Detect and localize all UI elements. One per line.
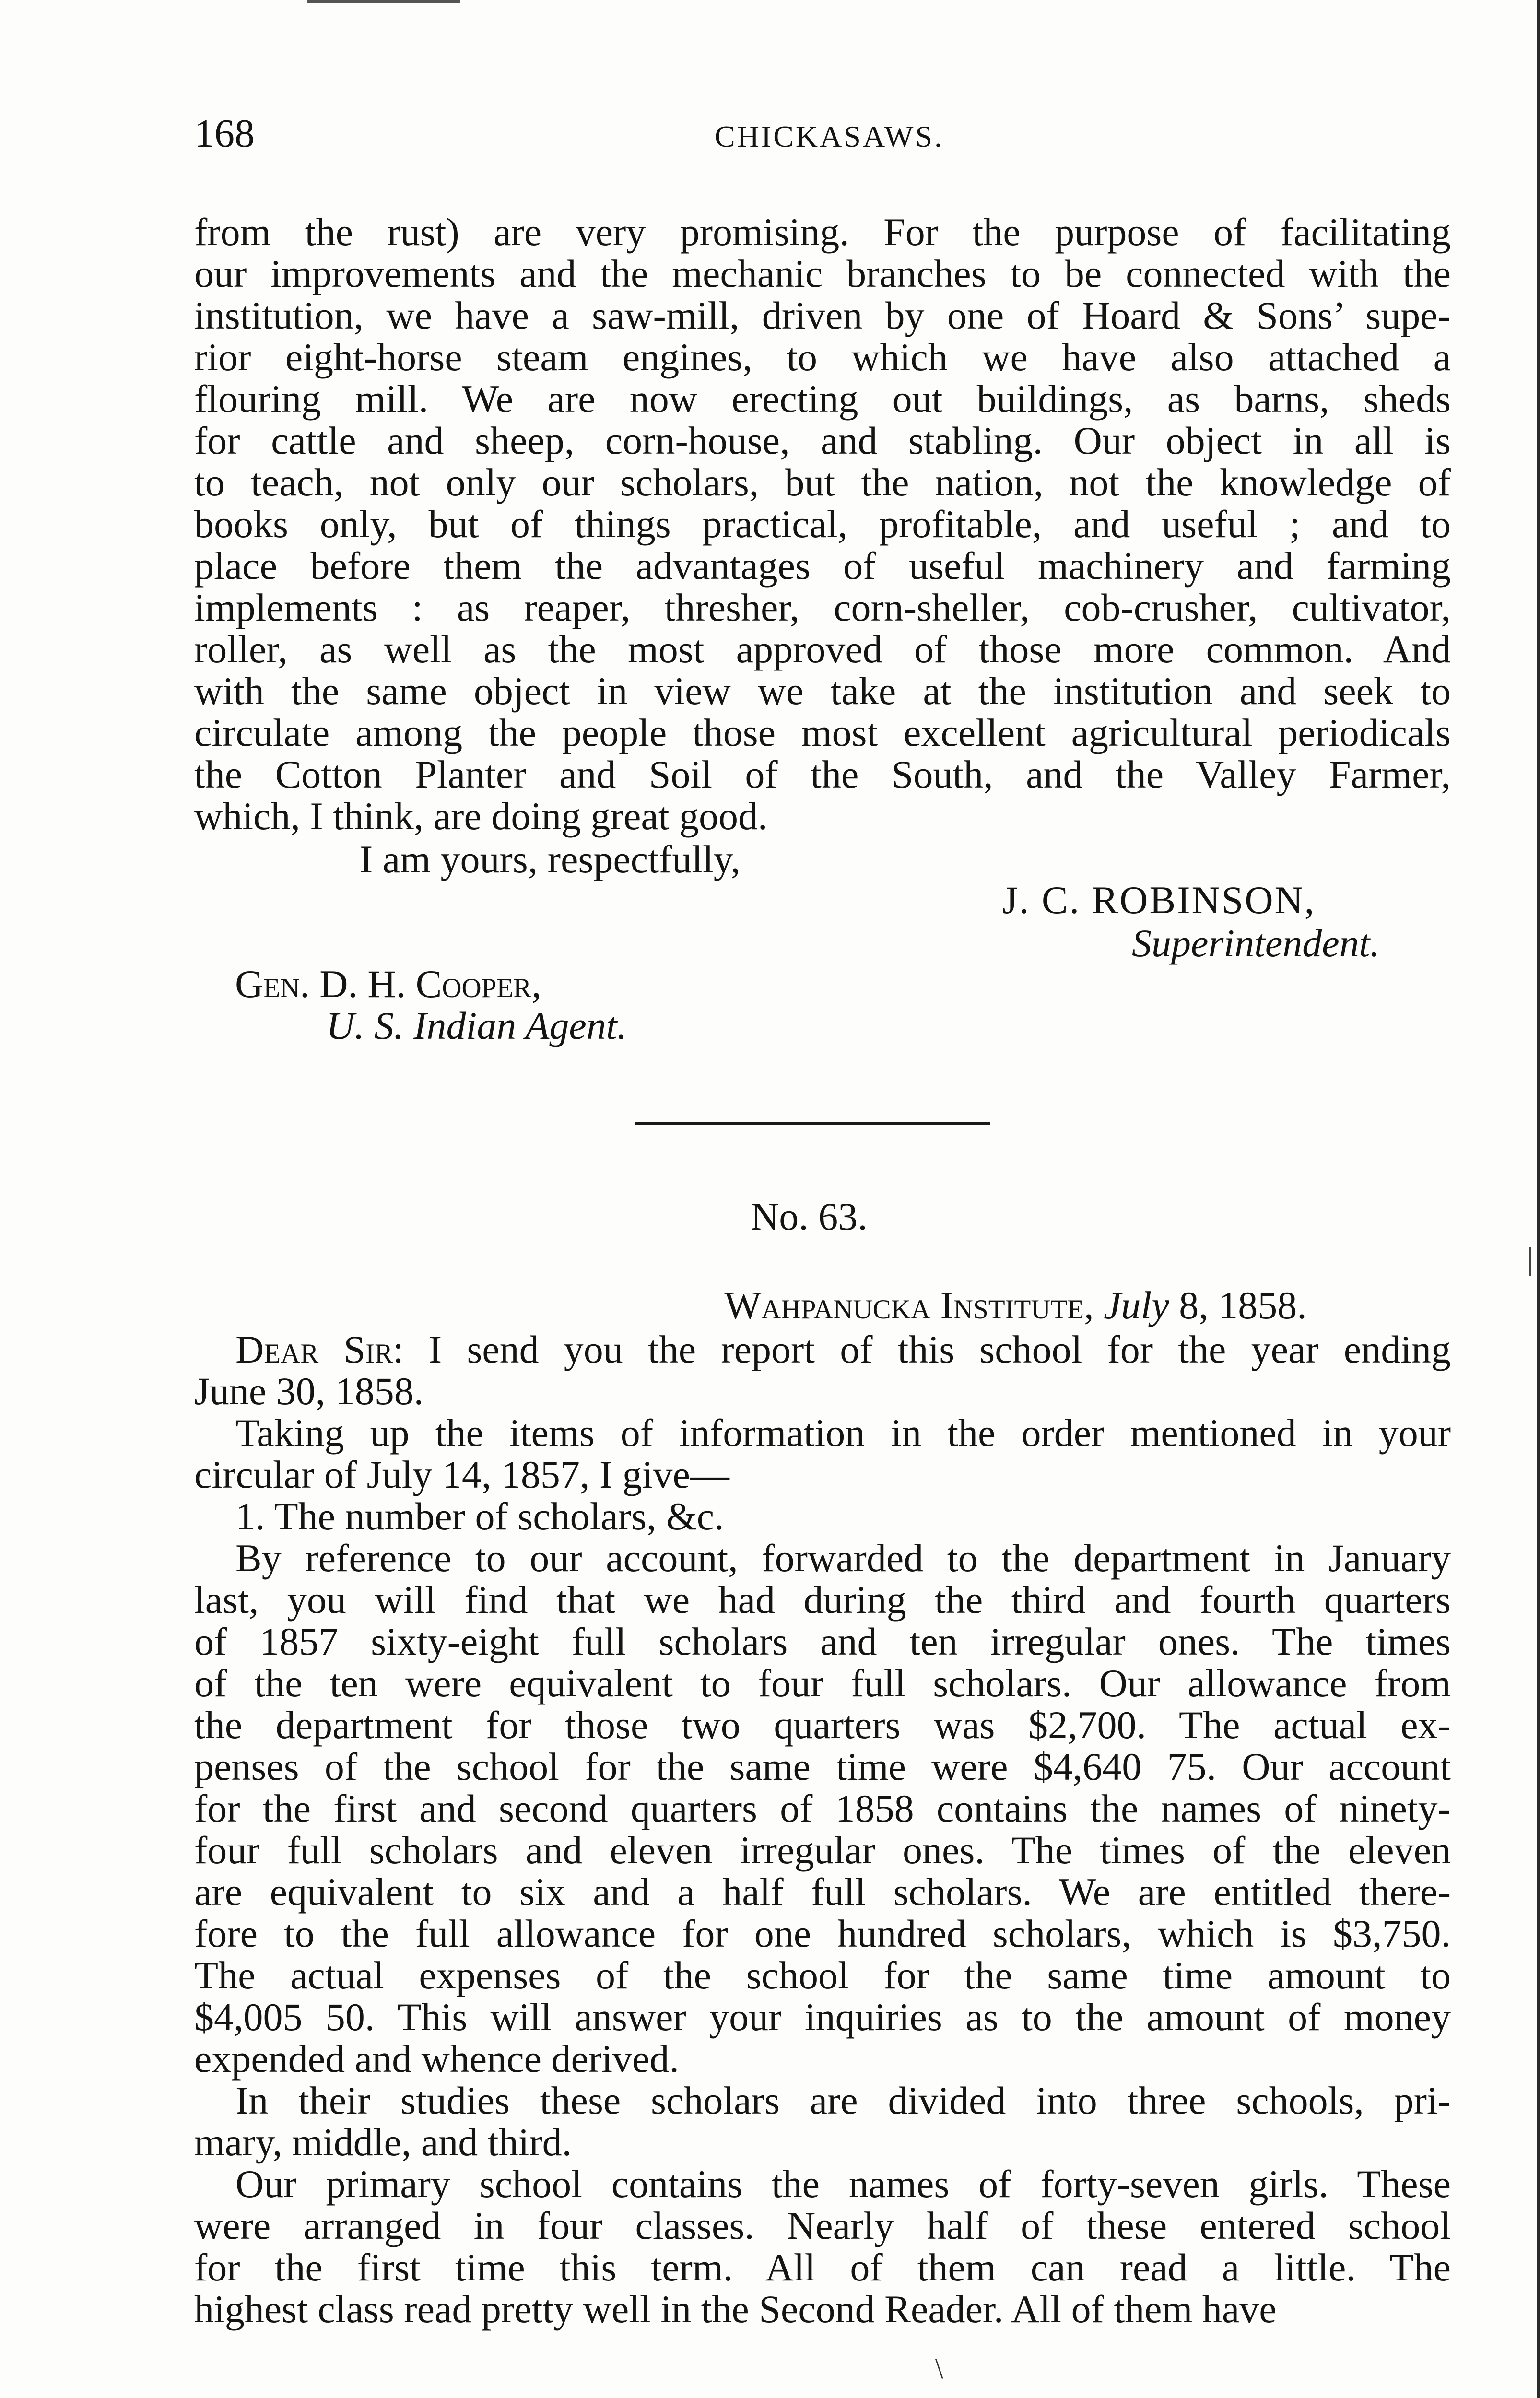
document-number: No. 63. [751, 1195, 868, 1238]
section-divider [635, 1122, 990, 1125]
letter-2-dateline [724, 1283, 1307, 1328]
running-head: CHICKASAWS. [715, 119, 944, 153]
scan-edge-mark [307, 0, 460, 3]
letter-1-body [194, 211, 1451, 837]
text-line: fore to the full allowance for one hundred scholars, which is $3,750. [194, 1912, 1451, 1955]
text-line: to teach, not only our scholars, but the nation, not the knowledge of [194, 460, 1451, 504]
text-line: highest class read pretty well in the Second Reader. All of them have [194, 2287, 1277, 2331]
letter-1-addressee: Gen. D. H. Cooper, [235, 962, 541, 1006]
paragraph [194, 1328, 1451, 1412]
text-line: were arranged in four classes. Nearly half of these entered school [194, 2204, 1451, 2247]
stray-mark: \ [935, 2353, 943, 2385]
text-line: for cattle and sheep, corn-house, and stabling. Our object in all is [194, 419, 1451, 462]
text-line: institution, we have a saw-mill, driven by one of Hoard & Sons’ supe- [194, 294, 1451, 337]
text-line: of the ten were equivalent to four full scholars. Our allowance from [194, 1661, 1451, 1705]
text-line: place before them the advantages of useful machinery and farming [194, 544, 1451, 588]
paragraph [194, 1537, 1451, 2080]
text-line: for the first and second quarters of 1858 contains the names of ninety- [194, 1787, 1451, 1830]
text-line: of 1857 sixty-eight full scholars and ten irregular ones. The times [194, 1620, 1451, 1663]
text-line: penses of the school for the same time were $4,640 75. Our account [194, 1745, 1451, 1788]
text-line: our improvements and the mechanic branches to be connected with the [194, 252, 1451, 295]
text-line: the Cotton Planter and Soil of the South, and the Valley Farmer, [194, 752, 1451, 796]
text-line: circular of July 14, 1857, I give— [194, 1453, 729, 1496]
letter-2-body [194, 1328, 1451, 2330]
salutation-rest: : I send you the report of this school for the year ending [392, 1328, 1451, 1371]
text-line: from the rust) are very promising. For the purpose of facilitating [194, 210, 1451, 254]
letter-1-signature-title: Superintendent. [1132, 921, 1380, 965]
text-line: the department for those two quarters was $2,700. The actual ex- [194, 1703, 1451, 1747]
letter-1-closing: I am yours, respectfully, [360, 837, 741, 881]
text-line: which, I think, are doing great good. [194, 794, 768, 838]
text-line: with the same object in view we take at the institution and seek to [194, 669, 1451, 713]
text-line [194, 1328, 1451, 1370]
text-line: last, you will find that we had during the third and fourth quarters [194, 1578, 1451, 1622]
salutation: Dear Sir [235, 1328, 393, 1371]
text-line: June 30, 1858. [194, 1369, 424, 1413]
paragraph [194, 2163, 1451, 2330]
paragraph [194, 1495, 1451, 1537]
text-line: In their studies these scholars are divided into three schools, pri- [235, 2079, 1451, 2122]
margin-mark [1529, 1247, 1531, 1276]
dateline-place: Wahpanucka Institute, [724, 1283, 1094, 1327]
text-line: books only, but of things practical, profitable, and useful ; and to [194, 502, 1451, 546]
text-line: $4,005 50. This will answer your inquiries as to the amount of money [194, 1995, 1451, 2039]
paragraph [194, 2080, 1451, 2163]
text-line: flouring mill. We are now erecting out buildings, as barns, sheds [194, 377, 1451, 421]
text-line: circulate among the people those most excellent agricultural periodicals [194, 711, 1451, 754]
text-line: 1. The number of scholars, &c. [235, 1494, 724, 1538]
text-line: four full scholars and eleven irregular ones. The times of the eleven [194, 1828, 1451, 1872]
text-line: expended and whence derived. [194, 2037, 679, 2081]
text-line: Our primary school contains the names of forty-seven girls. These [235, 2162, 1451, 2206]
text-line: roller, as well as the most approved of those more common. And [194, 627, 1451, 671]
dateline-month: July [1104, 1283, 1169, 1327]
letter-1-signature: J. C. ROBINSON, [1002, 878, 1316, 922]
page-header [194, 110, 1441, 168]
text-line: The actual expenses of the school for the same time amount to [194, 1953, 1451, 1997]
paragraph [194, 1412, 1451, 1495]
page-number: 168 [194, 111, 255, 156]
text-line: By reference to our account, forwarded to the department in January [235, 1536, 1451, 1580]
text-line: rior eight-horse steam engines, to which we have also attached a [194, 335, 1451, 379]
dateline-day-year: 8, 1858. [1179, 1283, 1307, 1327]
text-line: Taking up the items of information in the order mentioned in your [235, 1411, 1451, 1455]
text-line: are equivalent to six and a half full scholars. We are entitled there- [194, 1870, 1451, 1914]
text-line: implements : as reaper, thresher, corn-sheller, cob-crusher, cultivator, [194, 586, 1451, 629]
text-line: for the first time this term. All of them can read a little. The [194, 2245, 1451, 2289]
text-line: mary, middle, and third. [194, 2120, 572, 2164]
letter-1-addressee-title: U. S. Indian Agent. [326, 1004, 627, 1047]
scan-right-edge [1537, 0, 1540, 2398]
